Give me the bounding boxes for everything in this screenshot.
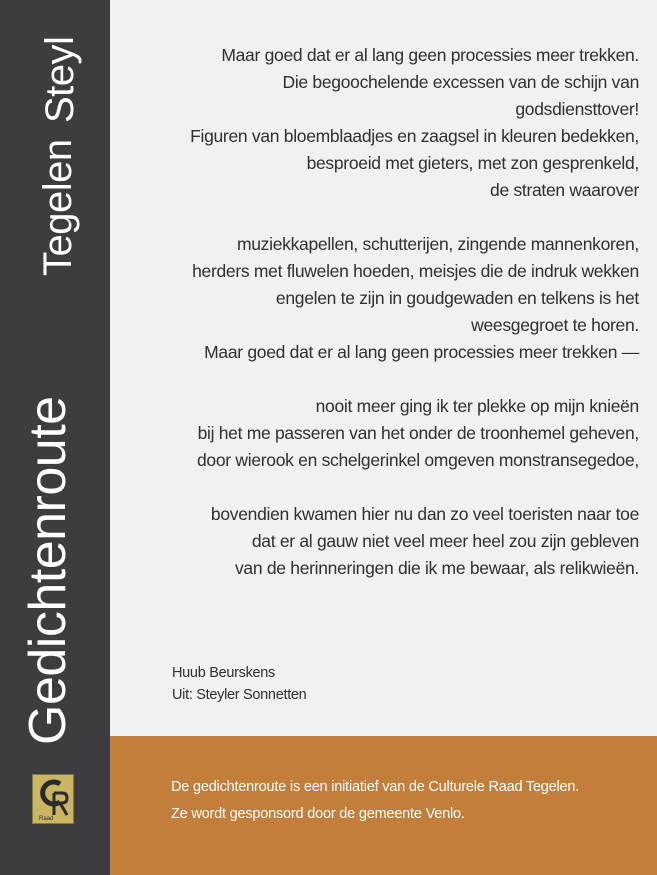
sidebar	[0, 0, 110, 875]
poem-line: Maar goed dat er al lang geen processies meer trekken.	[221, 45, 639, 65]
poem-stanza	[149, 501, 639, 582]
poem-line: Maar goed dat er al lang geen processies meer trekken —	[204, 342, 639, 362]
poem-line: muziekkapellen, schutterijen, zingende mannenkoren,	[236, 234, 639, 254]
stanza-gap	[149, 204, 639, 231]
poem-stanza	[149, 393, 639, 474]
author-name: Huub Beurskens	[172, 665, 275, 681]
poem-line: weesgegroet te horen.	[471, 315, 639, 335]
poem-line: bij het me passeren van het onder de troonhemel geheven,	[197, 423, 639, 443]
culturele-raad-logo	[32, 774, 74, 824]
stanza-gap	[149, 366, 639, 393]
poem-line: Figuren van bloemblaadjes en zaagsel in kleuren bedekken,	[190, 126, 639, 146]
poem-stanza	[149, 231, 639, 366]
poem-line: de straten waarover	[490, 180, 639, 200]
place-tegelen: Tegelen	[36, 139, 80, 276]
poem-line: herders met fluwelen hoeden, meisjes die de indruk wekken	[192, 261, 639, 281]
place-steyl: Steyl	[38, 36, 82, 123]
logo-caption: Raad	[39, 816, 54, 822]
footer-text	[171, 774, 579, 828]
poem-line: van de herinneringen die ik me bewaar, als relikwieën.	[234, 558, 639, 578]
footer-line: Ze wordt gesponsord door de gemeente Venlo.	[171, 806, 465, 822]
poem-stanza	[149, 42, 639, 204]
credits	[172, 662, 306, 706]
poem-line: bovendien kwamen hier nu dan zo veel toeristen naar toe	[210, 504, 639, 524]
poem-line: engelen te zijn in goudgewaden en telkens is het	[275, 288, 639, 308]
poem-line: besproeid met gieters, met zon gesprenkeld,	[306, 153, 639, 173]
source-title: Uit: Steyler Sonnetten	[172, 687, 307, 703]
stanza-gap	[149, 474, 639, 501]
footer-banner	[110, 736, 657, 875]
poem-line: Die begoochelende excessen van de schijn van	[282, 72, 639, 92]
poem-line: dat er al gauw niet veel meer heel zou zijn gebleven	[251, 531, 639, 551]
poem-line: door wierook en schelgerinkel omgeven monstransegedoe,	[197, 450, 639, 470]
footer-line: De gedichtenroute is een initiatief van de Culturele Raad Tegelen.	[171, 779, 580, 795]
poem	[149, 42, 639, 582]
poem-line: godsdiensttover!	[515, 99, 639, 119]
route-title: Gedichtenroute	[19, 396, 77, 745]
poem-line: nooit meer ging ik ter plekke op mijn knieën	[315, 396, 639, 416]
